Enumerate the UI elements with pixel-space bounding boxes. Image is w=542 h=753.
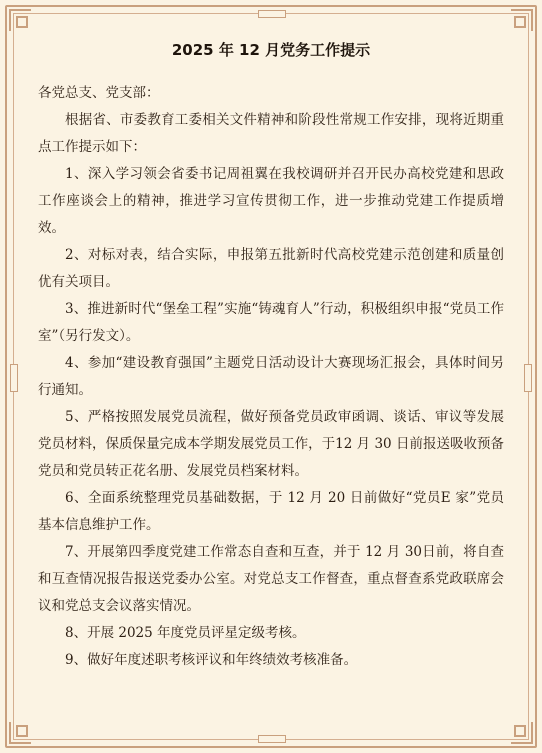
intro-paragraph: 根据省、市委教育工委相关文件精神和阶段性常规工作安排，现将近期重点工作提示如下： (38, 112, 504, 155)
list-item: 1、深入学习领会省委书记周祖翼在我校调研并召开民办高校党建和思政工作座谈会上的精神，推进学习宣传贯彻工作，进一步推动党建工作提质增效。 (38, 166, 504, 236)
list-item: 4、参加“建设教育强国”主题党日活动设计大赛现场汇报会，具体时间另行通知。 (38, 355, 504, 398)
corner-ornament-top-left (9, 9, 31, 31)
salutation: 各党总支、党支部： (38, 85, 160, 101)
corner-ornament-top-right (511, 9, 533, 31)
edge-ornament-left (10, 364, 18, 392)
list-item: 2、对标对表，结合实际，申报第五批新时代高校党建示范创建和质量创优有关项目。 (38, 247, 504, 290)
list-item: 6、全面系统整理党员基础数据，于 12 月 20 日前做好“党员E 家”党员基本信息维护工作。 (38, 490, 504, 533)
edge-ornament-right (524, 364, 532, 392)
list-item: 3、推进新时代“堡垒工程”实施“铸魂育人”行动，积极组织申报“党员工作室”（另行发文）。 (38, 301, 504, 344)
corner-ornament-bottom-right (511, 722, 533, 744)
list-item: 5、严格按照发展党员流程，做好预备党员政审函调、谈话、审议等发展党员材料，保质保量完成本学期发展党员工作，于12 月 30 日前报送吸收预备党员和党员转正花名册、发展党员档案材料。 (38, 409, 504, 479)
document-title: 2025 年 12 月党务工作提示 (171, 41, 371, 59)
edge-ornament-top (258, 10, 286, 18)
list-item: 7、开展第四季度党建工作常态自查和互查，并于 12 月 30日前，将自查和互查情况报告报送党委办公室。对党总支工作督查，重点督查系党政联席会议和党总支会议落实情况。 (38, 544, 504, 614)
list-item: 8、开展 2025 年度党员评星定级考核。 (65, 625, 306, 641)
edge-ornament-bottom (258, 735, 286, 743)
document-body (38, 40, 504, 674)
corner-ornament-bottom-left (9, 722, 31, 744)
list-item: 9、做好年度述职考核评议和年终绩效考核准备。 (65, 652, 358, 668)
